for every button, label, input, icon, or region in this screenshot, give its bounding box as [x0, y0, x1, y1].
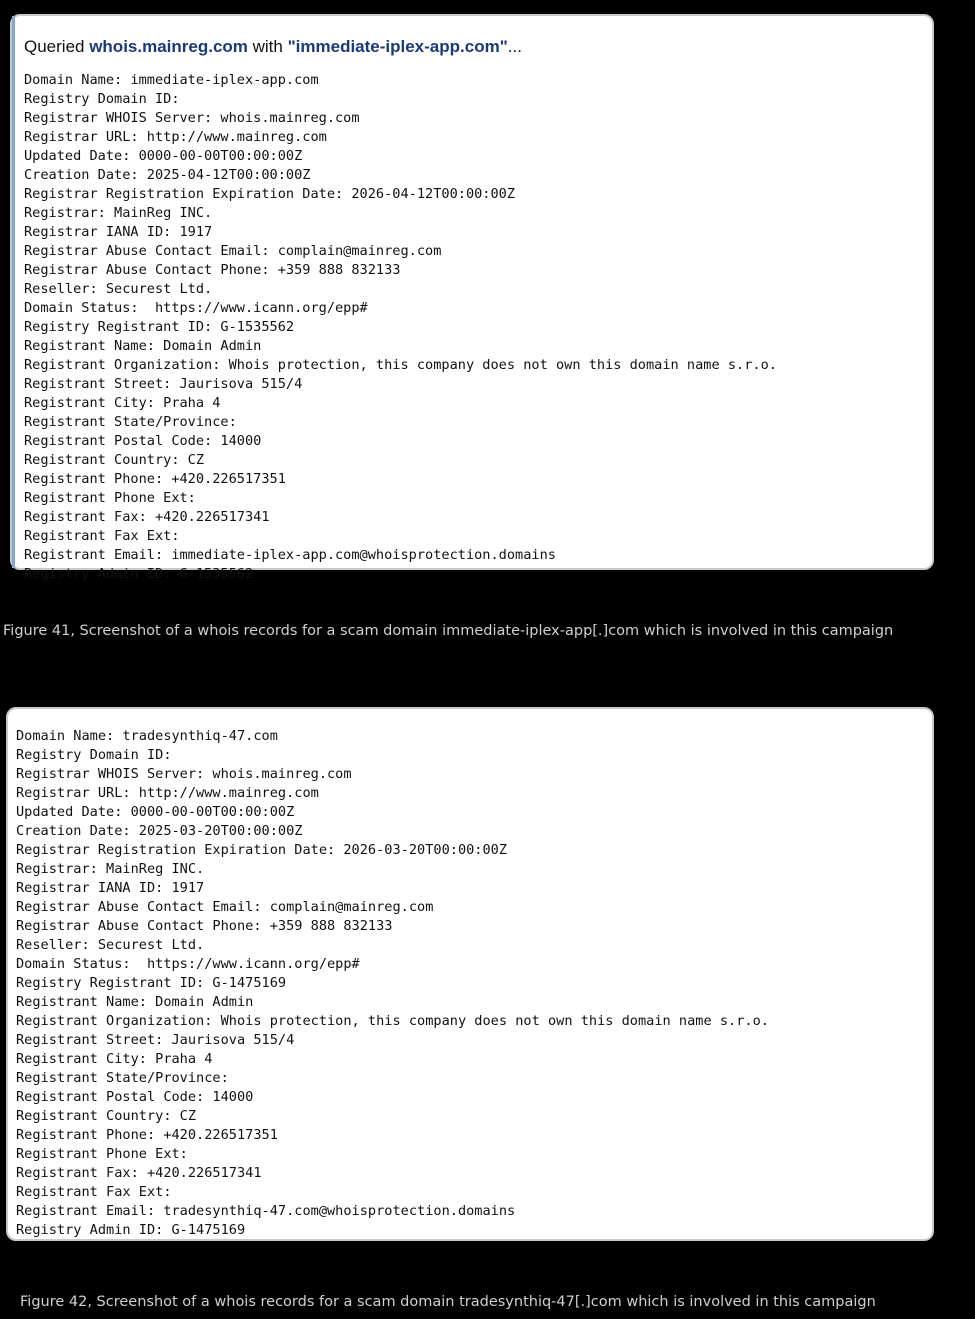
whois-line: Domain Name: immediate-iplex-app.com — [24, 72, 319, 88]
whois-line: Registry Admin ID: G-1475169 — [16, 1222, 246, 1238]
whois-line: Registrant Street: Jaurisova 515/4 — [24, 376, 303, 392]
query-prefix: Queried — [24, 37, 90, 56]
whois-line: Registrant Phone: +420.226517351 — [24, 471, 286, 487]
whois-line: Registrant Name: Domain Admin — [16, 994, 254, 1010]
whois-line: Registrant Street: Jaurisova 515/4 — [16, 1032, 295, 1048]
whois-record-lines-1 — [24, 71, 932, 584]
whois-line: Registrar Abuse Contact Email: complain@mainreg.com — [24, 243, 442, 259]
whois-line: Registry Domain ID: — [16, 747, 172, 763]
whois-line: Registrar IANA ID: 1917 — [24, 224, 213, 240]
whois-line: Registrant Email: tradesynthiq-47.com@whoisprotection.domains — [16, 1203, 516, 1219]
panel-accent-stripe — [12, 16, 15, 568]
whois-line: Registrar Registration Expiration Date: 2026-03-20T00:00:00Z — [16, 842, 508, 858]
whois-record-panel-1 — [10, 14, 934, 582]
whois-line: Registrar Abuse Contact Phone: +359 888 832133 — [24, 262, 401, 278]
whois-line: Registrant City: Praha 4 — [24, 395, 221, 411]
whois-line: Registrant City: Praha 4 — [16, 1051, 213, 1067]
whois-line: Updated Date: 0000-00-00T00:00:00Z — [16, 804, 295, 820]
whois-line: Updated Date: 0000-00-00T00:00:00Z — [24, 148, 303, 164]
whois-line: Creation Date: 2025-03-20T00:00:00Z — [16, 823, 303, 839]
whois-line: Registrant Phone Ext: — [16, 1146, 188, 1162]
whois-line: Registrar WHOIS Server: whois.mainreg.com — [16, 766, 352, 782]
whois-record-panel-2 — [6, 707, 934, 1241]
whois-line: Registrar Registration Expiration Date: 2026-04-12T00:00:00Z — [24, 186, 516, 202]
whois-line: Creation Date: 2025-04-12T00:00:00Z — [24, 167, 311, 183]
whois-line: Registrant State/Province: — [24, 414, 237, 430]
whois-line: Registrar URL: http://www.mainreg.com — [16, 785, 319, 801]
whois-line: Domain Name: tradesynthiq-47.com — [16, 728, 278, 744]
whois-line: Registrant Fax: +420.226517341 — [16, 1165, 262, 1181]
whois-line: Registrar WHOIS Server: whois.mainreg.com — [24, 110, 360, 126]
whois-line: Registrant Phone: +420.226517351 — [16, 1127, 278, 1143]
whois-line: Registry Registrant ID: G-1475169 — [16, 975, 287, 991]
whois-line: Registrant Phone Ext: — [24, 490, 196, 506]
query-middle: with — [247, 37, 288, 56]
figure-caption-41: Figure 41, Screenshot of a whois records for a scam domain immediate-iplex-app[.]com which is involved in this campaign — [3, 623, 894, 639]
whois-line: Registry Registrant ID: G-1535562 — [24, 319, 295, 335]
whois-line: Registrar Abuse Contact Phone: +359 888 832133 — [16, 918, 393, 934]
whois-line: Registrar URL: http://www.mainreg.com — [24, 129, 327, 145]
whois-line: Registrant Fax Ext: — [16, 1184, 172, 1200]
whois-line: Domain Status: https://www.icann.org/epp# — [24, 300, 368, 316]
whois-line: Registrant Name: Domain Admin — [24, 338, 262, 354]
whois-line: Registrant Postal Code: 14000 — [24, 433, 262, 449]
query-server: whois.mainreg.com — [89, 37, 248, 56]
whois-line: Registrar: MainReg INC. — [16, 861, 205, 877]
whois-line: Registrant State/Province: — [16, 1070, 229, 1086]
whois-line: Registrar Abuse Contact Email: complain@mainreg.com — [16, 899, 434, 915]
query-domain: "immediate-iplex-app.com" — [287, 37, 508, 56]
whois-line: Registrant Organization: Whois protection, this company does not own this domain name s.r.o. — [16, 1013, 769, 1029]
whois-line: Registrant Fax: +420.226517341 — [24, 509, 270, 525]
whois-line: Registrant Email: immediate-iplex-app.com@whoisprotection.domains — [24, 547, 556, 563]
query-suffix: ... — [507, 37, 522, 56]
whois-line: Registrant Postal Code: 14000 — [16, 1089, 254, 1105]
whois-line: Reseller: Securest Ltd. — [16, 937, 205, 953]
whois-line: Registry Domain ID: — [24, 91, 180, 107]
whois-line: Domain Status: https://www.icann.org/epp# — [16, 956, 360, 972]
whois-line: Registrar IANA ID: 1917 — [16, 880, 205, 896]
query-header — [24, 36, 932, 57]
whois-line: Registry Admin ID: G-1535562 — [24, 566, 254, 582]
figure-caption-42: Figure 42, Screenshot of a whois records for a scam domain tradesynthiq-47[.]com which is involved in this campaign — [20, 1294, 876, 1310]
whois-line: Registrant Fax Ext: — [24, 528, 180, 544]
whois-record-lines-2 — [16, 727, 932, 1240]
whois-line: Registrant Country: CZ — [24, 452, 205, 468]
whois-line: Registrant Organization: Whois protection, this company does not own this domain name s.r.o. — [24, 357, 777, 373]
whois-line: Registrant Country: CZ — [16, 1108, 197, 1124]
whois-line: Reseller: Securest Ltd. — [24, 281, 213, 297]
whois-line: Registrar: MainReg INC. — [24, 205, 213, 221]
